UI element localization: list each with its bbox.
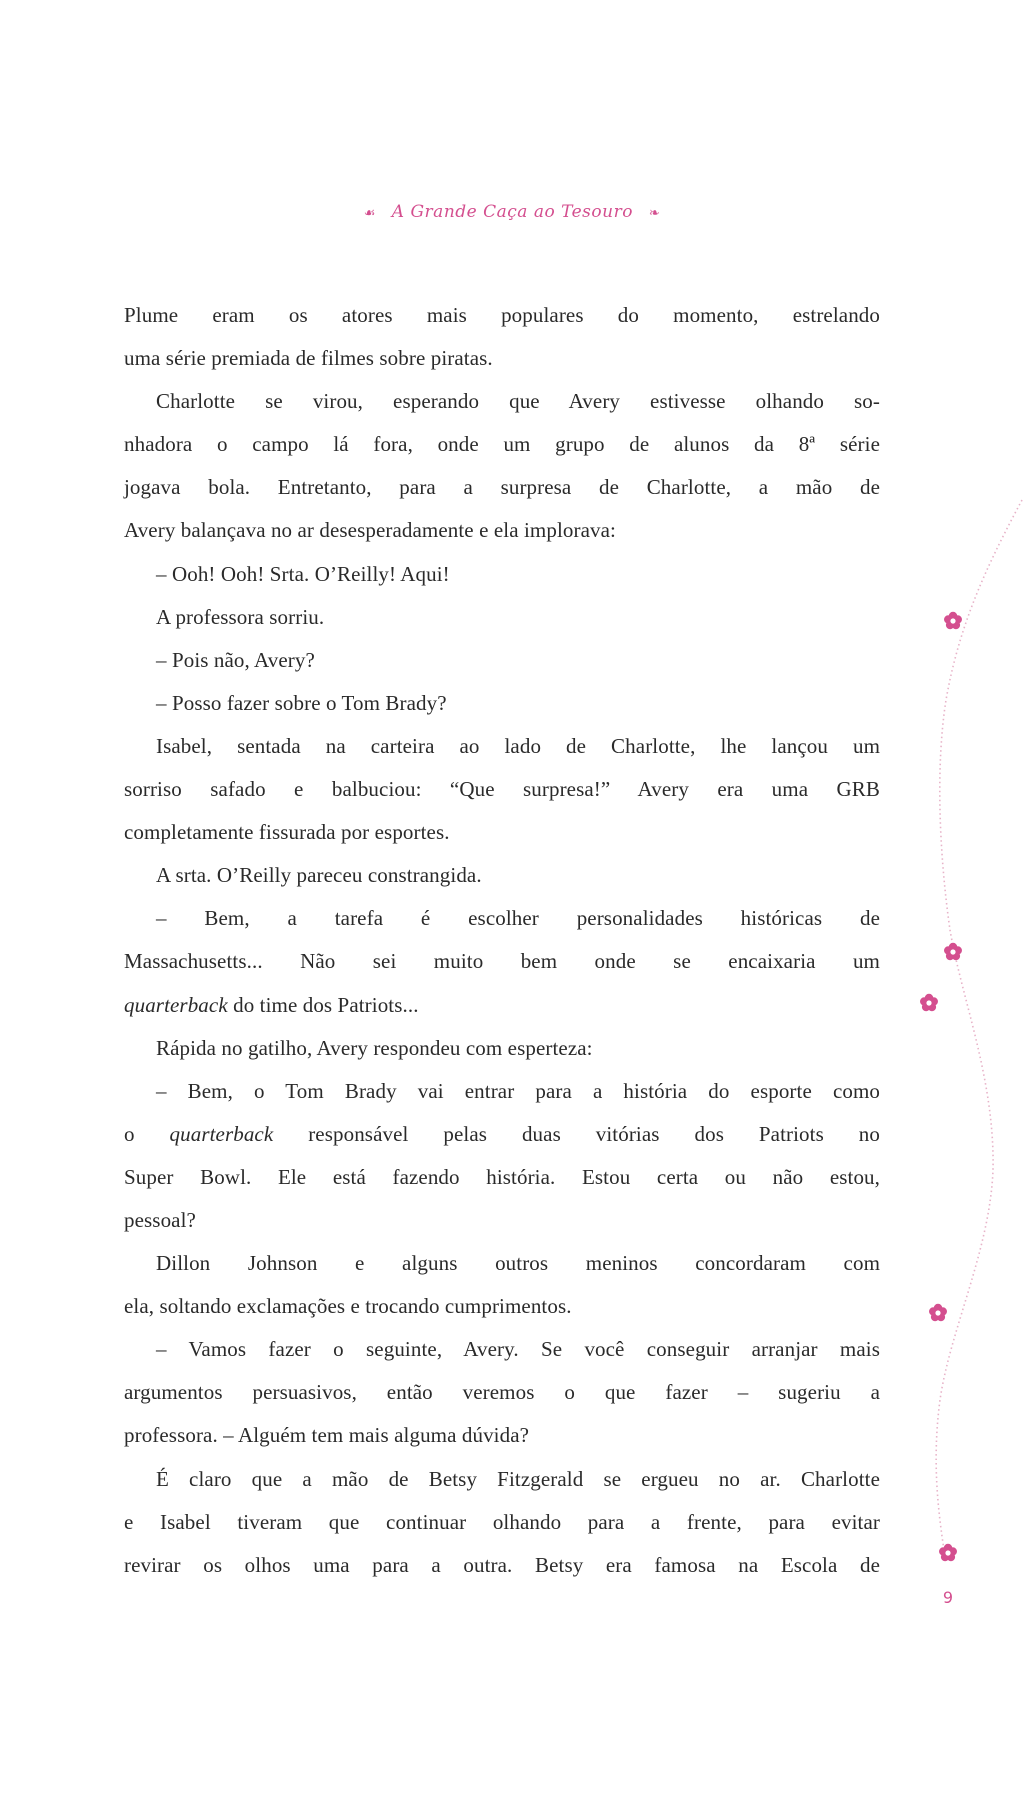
text-line: [124, 1328, 880, 1371]
text-content: Isabel, sentada na carteira ao lado de Charlotte, lhe lançou um: [156, 733, 880, 758]
text-line: [124, 1414, 880, 1457]
text-content: uma série premiada de filmes sobre piratas.: [124, 346, 493, 371]
text-content: sorriso safado e balbuciou: “Que surpresa!” Avery era uma GRB: [124, 777, 880, 802]
text-content: – Pois não, Avery?: [156, 647, 315, 672]
text-line: [124, 553, 880, 596]
text-content: A srta. O’Reilly pareceu constrangida.: [156, 863, 482, 888]
text-line: [124, 1458, 880, 1501]
text-line: [124, 811, 880, 854]
text-content: – Bem, o Tom Brady vai entrar para a história do esporte como: [156, 1078, 880, 1103]
text-line: [124, 596, 880, 639]
text-line: [124, 682, 880, 725]
text-line: [124, 725, 880, 768]
text-line: [124, 768, 880, 811]
text-content: completamente fissurada por esportes.: [124, 820, 450, 845]
text-line: [124, 1501, 880, 1544]
text-content: Super Bowl. Ele está fazendo história. Estou certa ou não estou,: [124, 1164, 880, 1189]
text-line: [124, 897, 880, 940]
text-content: Dillon Johnson e alguns outros meninos concordaram com: [156, 1251, 880, 1276]
text-line: [124, 1371, 880, 1414]
text-content: Rápida no gatilho, Avery respondeu com esperteza:: [156, 1035, 593, 1060]
text-line: [124, 984, 880, 1027]
text-content: Plume eram os atores mais populares do momento, estrelando: [124, 303, 880, 327]
text-content: nhadora o campo lá fora, onde um grupo de alunos da 8ª série: [124, 432, 880, 457]
italic-term: quarterback: [169, 1121, 274, 1146]
text-line: [124, 337, 880, 380]
flower-icon: [944, 943, 962, 960]
text-line: [124, 1242, 880, 1285]
flower-icon: [939, 1544, 957, 1561]
flower-icon: [920, 994, 938, 1011]
text-content: do time dos Patriots...: [227, 992, 419, 1017]
flower-icon: [944, 612, 962, 629]
text-line: [124, 509, 880, 552]
text-line: [124, 854, 880, 897]
running-title: A Grande Caça ao Tesouro: [391, 202, 633, 222]
text-content: argumentos persuasivos, então veremos o que fazer – sugeriu a: [124, 1380, 880, 1405]
text-content: professora. – Alguém tem mais alguma dúvida?: [124, 1423, 530, 1448]
ornament-left-icon: ☙: [363, 206, 376, 221]
text-line: [124, 1070, 880, 1113]
text-content: jogava bola. Entretanto, para a surpresa de Charlotte, a mão de: [124, 475, 880, 500]
italic-term: quarterback: [124, 992, 228, 1017]
text-line: [124, 380, 880, 423]
text-line: [124, 1027, 880, 1070]
dotted-vine-icon: [936, 500, 1022, 1550]
text-line: [124, 466, 880, 509]
text-content: revirar os olhos uma para a outra. Betsy era famosa na Escola de: [124, 1552, 880, 1577]
text-content: – Ooh! Ooh! Srta. O’Reilly! Aqui!: [156, 561, 450, 586]
page-number: 9: [942, 1588, 954, 1607]
ornament-right-icon: ❧: [648, 206, 661, 221]
text-line: [124, 1544, 880, 1587]
text-line: [124, 639, 880, 682]
text-line: [124, 423, 880, 466]
text-content: Charlotte se virou, esperando que Avery estivesse olhando so-: [156, 389, 880, 414]
text-line: [124, 1156, 880, 1199]
text-content: Massachusetts... Não sei muito bem onde se encaixaria um: [124, 949, 880, 974]
text-content: e Isabel tiveram que continuar olhando para a frente, para evitar: [124, 1509, 880, 1534]
body-text: [124, 294, 880, 1587]
text-line: [124, 1113, 880, 1156]
text-line: [124, 940, 880, 983]
running-header: [0, 202, 1024, 222]
text-lead: o: [124, 1121, 170, 1146]
text-content: – Bem, a tarefa é escolher personalidades históricas de: [156, 906, 880, 931]
text-line: [124, 294, 880, 337]
text-line: [124, 1285, 880, 1328]
text-content: responsável pelas duas vitórias dos Patriots no: [273, 1121, 880, 1146]
text-content: Avery balançava no ar desesperadamente e ela implorava:: [124, 518, 616, 543]
text-content: ela, soltando exclamações e trocando cumprimentos.: [124, 1294, 572, 1319]
text-content: – Posso fazer sobre o Tom Brady?: [156, 690, 447, 715]
text-content: – Vamos fazer o seguinte, Avery. Se você conseguir arranjar mais: [156, 1337, 880, 1362]
flower-icon: [929, 1304, 947, 1321]
text-content: A professora sorriu.: [156, 604, 325, 629]
text-content: É claro que a mão de Betsy Fitzgerald se ergueu no ar. Charlotte: [156, 1466, 880, 1491]
text-line: [124, 1199, 880, 1242]
text-content: pessoal?: [124, 1207, 196, 1232]
